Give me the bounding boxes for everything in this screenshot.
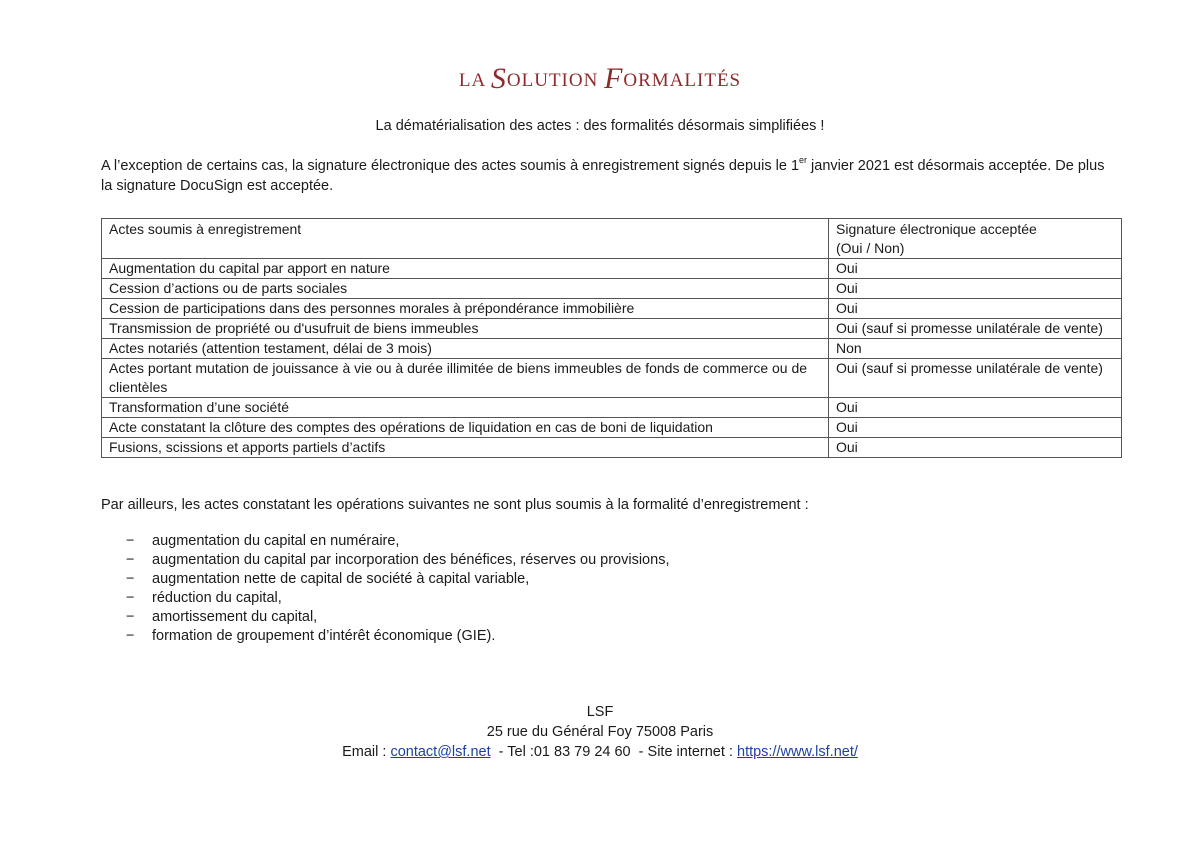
column-header-acts: Actes soumis à enregistrement: [102, 219, 829, 259]
signature-cell: Oui: [829, 398, 1122, 418]
footer-address: 25 rue du Général Foy 75008 Paris: [486, 724, 714, 740]
table-header-row: [102, 219, 1122, 259]
dash-bullet: −: [126, 552, 135, 568]
signature-cell: Oui: [829, 279, 1122, 299]
list-item: − réduction du capital,: [126, 590, 282, 606]
signature-cell: Oui: [829, 299, 1122, 319]
list-item: − augmentation du capital en numéraire,: [126, 533, 400, 549]
signature-cell: Oui (sauf si promesse unilatérale de vente): [829, 359, 1122, 398]
dash-bullet: −: [126, 571, 135, 587]
list-item: − augmentation nette de capital de société à capital variable,: [126, 571, 530, 587]
act-cell: Augmentation du capital par apport en nature: [102, 259, 829, 279]
list-item: − formation de groupement d’intérêt économique (GIE).: [126, 628, 496, 644]
dash-bullet: −: [126, 590, 135, 606]
table-row: [102, 438, 1122, 458]
signature-cell: Non: [829, 339, 1122, 359]
table-row: [102, 299, 1122, 319]
intro-paragraph: A l’exception de certains cas, la signature électronique des actes soumis à enregistrement signés depuis le 1er janvier 2021 est désormais acceptée. De plus la signature DocuSign est acceptée.: [101, 155, 1105, 194]
table-row: [102, 359, 1122, 398]
act-cell: Actes portant mutation de jouissance à vie ou à durée illimitée de biens immeubles de fonds de commerce ou de clientèles: [102, 359, 829, 398]
email-link[interactable]: contact@lsf.net: [390, 744, 491, 760]
document-title: La dématérialisation des actes : des formalités désormais simplifiées !: [375, 118, 825, 134]
website-link[interactable]: https://www.lsf.net/: [737, 744, 858, 760]
table-row: [102, 279, 1122, 299]
table-row: [102, 319, 1122, 339]
act-cell: Transmission de propriété ou d'usufruit de biens immeubles: [102, 319, 829, 339]
footer: [0, 702, 1200, 762]
signature-cell: Oui (sauf si promesse unilatérale de vente): [829, 319, 1122, 339]
act-cell: Acte constatant la clôture des comptes des opérations de liquidation en cas de boni de liquidation: [102, 418, 829, 438]
column-header-signature: Signature électronique acceptée (Oui / Non): [829, 219, 1122, 259]
company-logo: LA SOLUTION FORMALITÉS: [458, 62, 742, 95]
dash-bullet: −: [126, 609, 135, 625]
signature-cell: Oui: [829, 259, 1122, 279]
dash-bullet: −: [126, 628, 135, 644]
footer-company: LSF: [586, 704, 614, 720]
act-cell: Actes notariés (attention testament, délai de 3 mois): [102, 339, 829, 359]
list-item: − augmentation du capital par incorporation des bénéfices, réserves ou provisions,: [126, 552, 670, 568]
table-row: [102, 339, 1122, 359]
exempt-operations-list: [126, 532, 669, 646]
act-cell: Cession de participations dans des personnes morales à prépondérance immobilière: [102, 299, 829, 319]
exemptions-paragraph: Par ailleurs, les actes constatant les opérations suivantes ne sont plus soumis à la formalité d’enregistrement :: [101, 497, 809, 513]
list-item: − amortissement du capital,: [126, 609, 318, 625]
table-row: [102, 398, 1122, 418]
table-row: [102, 418, 1122, 438]
signature-cell: Oui: [829, 438, 1122, 458]
dash-bullet: −: [126, 533, 135, 549]
acts-table: [101, 218, 1122, 458]
signature-cell: Oui: [829, 418, 1122, 438]
act-cell: Fusions, scissions et apports partiels d’actifs: [102, 438, 829, 458]
act-cell: Cession d’actions ou de parts sociales: [102, 279, 829, 299]
table-row: [102, 259, 1122, 279]
act-cell: Transformation d’une société: [102, 398, 829, 418]
footer-contact: Email : contact@lsf.net - Tel :01 83 79 24 60 - Site internet : https://www.lsf.net/: [342, 744, 858, 760]
